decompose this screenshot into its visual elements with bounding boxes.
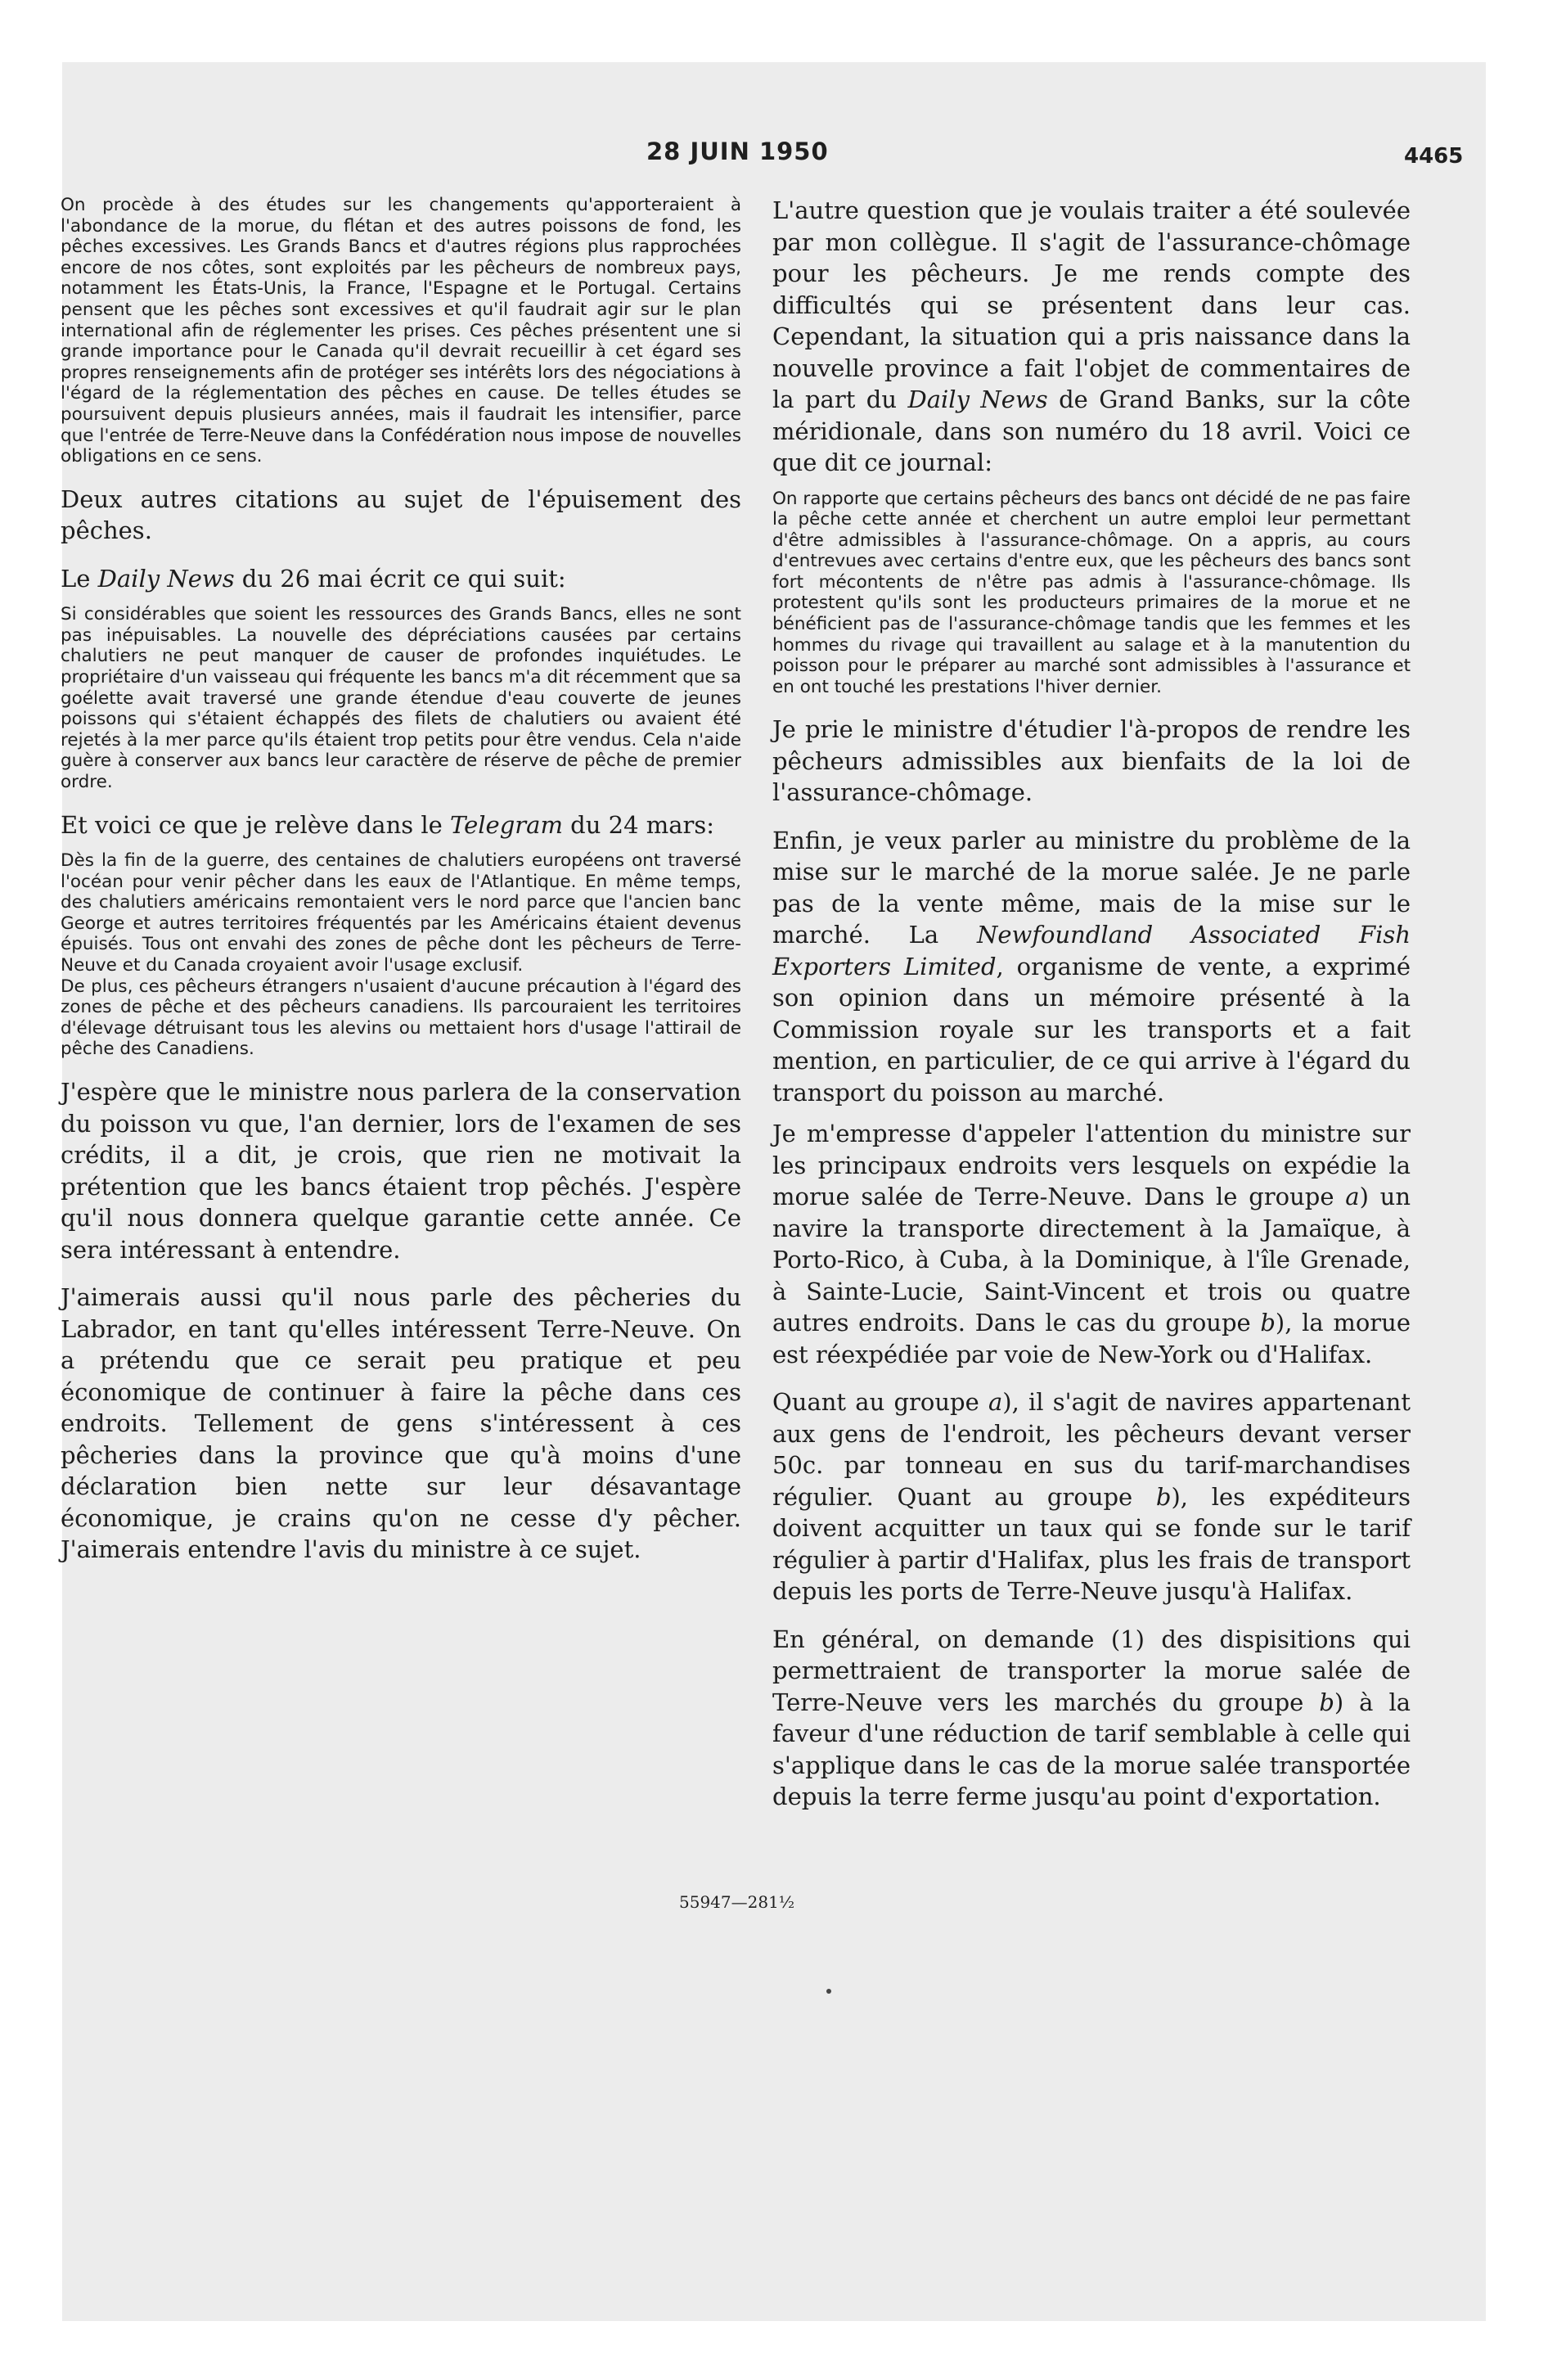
text-run: ), les expéditeurs doivent acquitter un taux qui se fonde sur le tarif régulier à partir d'Halifax, plus les frais de transport depuis les ports de Terre-Neuve jusqu'à Halifax. — [772, 1482, 1411, 1606]
group-letter: b — [1155, 1482, 1172, 1511]
left-paragraph-8: J'espère que le ministre nous parlera de la conservation du poisson vu que, l'an dernier, lors de l'examen de ses crédits, il a dit, je crois, que rien ne motivait la prétention que les bancs étaient trop pêchés. J'espère qu'il nous donnera quelque garantie cette année. Ce sera intéressant à entendre. — [61, 1078, 741, 1264]
newspaper-title: Daily News — [97, 564, 235, 593]
right-paragraph-3: Je prie le ministre d'étudier l'à-propos de rendre les pêcheurs admissibles aux bienfaits de la loi de l'assurance-chômage. — [772, 715, 1411, 807]
text-run: Je m'empresse d'appeler l'attention du ministre sur les principaux endroits vers lesquels on expédie la morue salée de Terre-Neuve. Dans le groupe — [772, 1120, 1411, 1211]
text-run: du 24 mars: — [562, 810, 715, 839]
group-letter: a — [988, 1388, 1003, 1417]
left-quote-2: Dès la fin de la guerre, des centaines de chalutiers européens ont traversé l'océan pour venir pêcher dans les eaux de l'Atlantique. En même temps, des chalutiers américains remontaient vers le nord parce que l'ancien banc George et autres territoires fréquentés par les Américains étaient devenus épuisés. Tous ont envahi des zones de pêche dont les pêcheurs de Terre-Neuve et du Canada croyaient avoir l'usage exclusif. — [61, 850, 741, 976]
text-run: du 26 mai écrit ce qui suit: — [234, 564, 566, 593]
text-run: ), la morue est réexpédiée par voie de New-York ou d'Halifax. — [772, 1309, 1411, 1368]
text-run: Et voici ce que je relève dans le — [61, 810, 451, 839]
left-quote-3: De plus, ces pêcheurs étrangers n'usaient d'aucune précaution à l'égard des zones de pêche et des pêcheurs canadiens. Ils parcouraient les territoires d'élevage détruisant tous les alevins ou mettaient hors d'usage l'attirail de pêche des Canadiens. — [61, 976, 741, 1060]
page-number: 4465 — [1404, 144, 1464, 169]
newspaper-title: Daily News — [907, 385, 1048, 413]
newspaper-title: Telegram — [450, 810, 563, 839]
text-run: Le — [61, 564, 98, 593]
text-run: Quant au groupe — [772, 1388, 988, 1417]
right-paragraph-1 — [772, 195, 1411, 479]
text-run: ) un navire la transporte directement à la Jamaïque, à Porto-Rico, à Cuba, à la Dominique, à l'île Grenade, à Sainte-Lucie, Saint-Vincent et trois ou quatre autres endroits. Dans le cas du groupe — [772, 1183, 1411, 1337]
right-paragraph-7 — [772, 1624, 1411, 1813]
right-quote-1: On rapporte que certains pêcheurs des bancs ont décidé de ne pas faire la pêche cette année et cherchent un autre emploi leur permettant d'être admissibles à l'assurance-chômage. On a appris, au cours d'entrevues avec certains d'entre eux, que les pêcheurs des bancs sont fort mécontents de n'être pas admis à l'assurance-chômage. Ils protestent qu'ils sont les producteurs primaires de la morue et ne bénéficient pas de l'assurance-chômage tandis que les femmes et les hommes du rivage qui travaillent au salage et à la manutention du poisson pour le préparer au marché sont admissibles à l'assurance et en ont touché les prestations l'hiver dernier. — [772, 488, 1411, 697]
organization-name: Newfoundland Associated Fish Exporters Limited — [772, 921, 1411, 980]
text-run: ) à la faveur d'une réduction de tarif semblable à celle qui s'applique dans le cas de la morue salée transportée depuis la terre ferme jusqu'au point d'exportation. — [772, 1688, 1411, 1811]
text-run: de Grand Banks, sur la côte méridionale, dans son numéro du 18 avril. Voici ce que dit ce journal: — [772, 385, 1411, 476]
left-quote-1: Si considérables que soient les ressources des Grands Bancs, elles ne sont pas inépuisables. La nouvelle des dépréciations causées par certains chalutiers ne peut manquer de causer de profondes inquiétudes. Le propriétaire d'un vaisseau qui fréquente les bancs m'a dit récemment que sa goélette avait traversé une grande étendue d'eau couverte de jeunes poissons qui s'étaient échappés des filets de chalutiers ou avaient été rejetés à la mer parce qu'ils étaient trop petits pour être vendus. Cela n'aide guère à conserver aux bancs leur caractère de réserve de pêche de premier ordre. — [61, 604, 741, 792]
right-paragraph-4 — [772, 825, 1411, 1109]
right-paragraph-5 — [772, 1118, 1411, 1370]
text-run: L'autre question que je voulais traiter a été soulevée par mon collègue. Il s'agit de l'assurance-chômage pour les pêcheurs. Je me rends compte des difficultés qui se présentent dans leur cas. Cependant, la situation qui a pris naissance dans la nouvelle province a fait l'objet de commentaires de la part du — [772, 196, 1411, 413]
text-run: Enfin, je veux parler au ministre du problème de la mise sur le marché de la morue salée. Je ne parle pas de la vente même, mais de la mise sur le marché. La — [772, 826, 1411, 949]
left-paragraph-2: Deux autres citations au sujet de l'épuisement des pêches. — [61, 485, 741, 545]
left-paragraph-3 — [61, 563, 741, 595]
group-letter: b — [1319, 1688, 1334, 1716]
group-letter: b — [1260, 1309, 1276, 1337]
left-column — [61, 195, 741, 1566]
ink-dot — [826, 1989, 831, 1994]
text-run: En général, on demande (1) des dispisitions qui permettraient de transporter la morue salée de Terre-Neuve vers les marchés du groupe — [772, 1625, 1411, 1716]
right-column — [772, 195, 1411, 1813]
header-date: 28 JUIN 1950 — [646, 137, 829, 165]
text-run: ), il s'agit de navires appartenant aux gens de l'endroit, les pêcheurs devant verser 50c. par tonneau en sus du tarif-marchandises régulier. Quant au groupe — [772, 1388, 1411, 1511]
footer-code: 55947—281½ — [679, 1892, 795, 1912]
text-run: , organisme de vente, a exprimé son opinion dans un mémoire présenté à la Commission royale sur les transports et a fait mention, en particulier, de ce qui arrive à l'égard du transport du poisson au marché. — [772, 952, 1411, 1107]
left-paragraph-5 — [61, 809, 741, 841]
left-paragraph-9: J'aimerais aussi qu'il nous parle des pêcheries du Labrador, en tant qu'elles intéressent Terre-Neuve. On a prétendu que ce serait peu pratique et peu économique de continuer à faire la pêche dans ces endroits. Tellement de gens s'intéressent à ces pêcheries dans la province que qu'à moins d'une déclaration bien nette sur leur désavantage économique, je crains qu'on ne cesse d'y pêcher. J'aimerais entendre l'avis du ministre à ce sujet. — [61, 1283, 741, 1563]
left-paragraph-1: On procède à des études sur les changements qu'apporteraient à l'abondance de la morue, du flétan et des autres poissons de fond, les pêches excessives. Les Grands Bancs et d'autres régions plus rapprochées encore de nos côtes, sont exploités par les pêcheurs de nombreux pays, notamment les États-Unis, la France, l'Espagne et le Portugal. Certains pensent que les pêches sont excessives et qu'il faudrait agir sur le plan international afin de réglementer les prises. Ces pêches présentent une si grande importance pour le Canada qu'il devrait recueillir à cet égard ses propres renseignements afin de protéger ses intérêts lors des négociations à l'égard de la réglementation des pêches en cause. De telles études se poursuivent depuis plusieurs années, mais il faudrait les intensifier, parce que l'entrée de Terre-Neuve dans la Confédération nous impose de nouvelles obligations en ce sens. — [61, 195, 741, 467]
group-letter: a — [1345, 1183, 1360, 1211]
right-paragraph-6 — [772, 1386, 1411, 1607]
